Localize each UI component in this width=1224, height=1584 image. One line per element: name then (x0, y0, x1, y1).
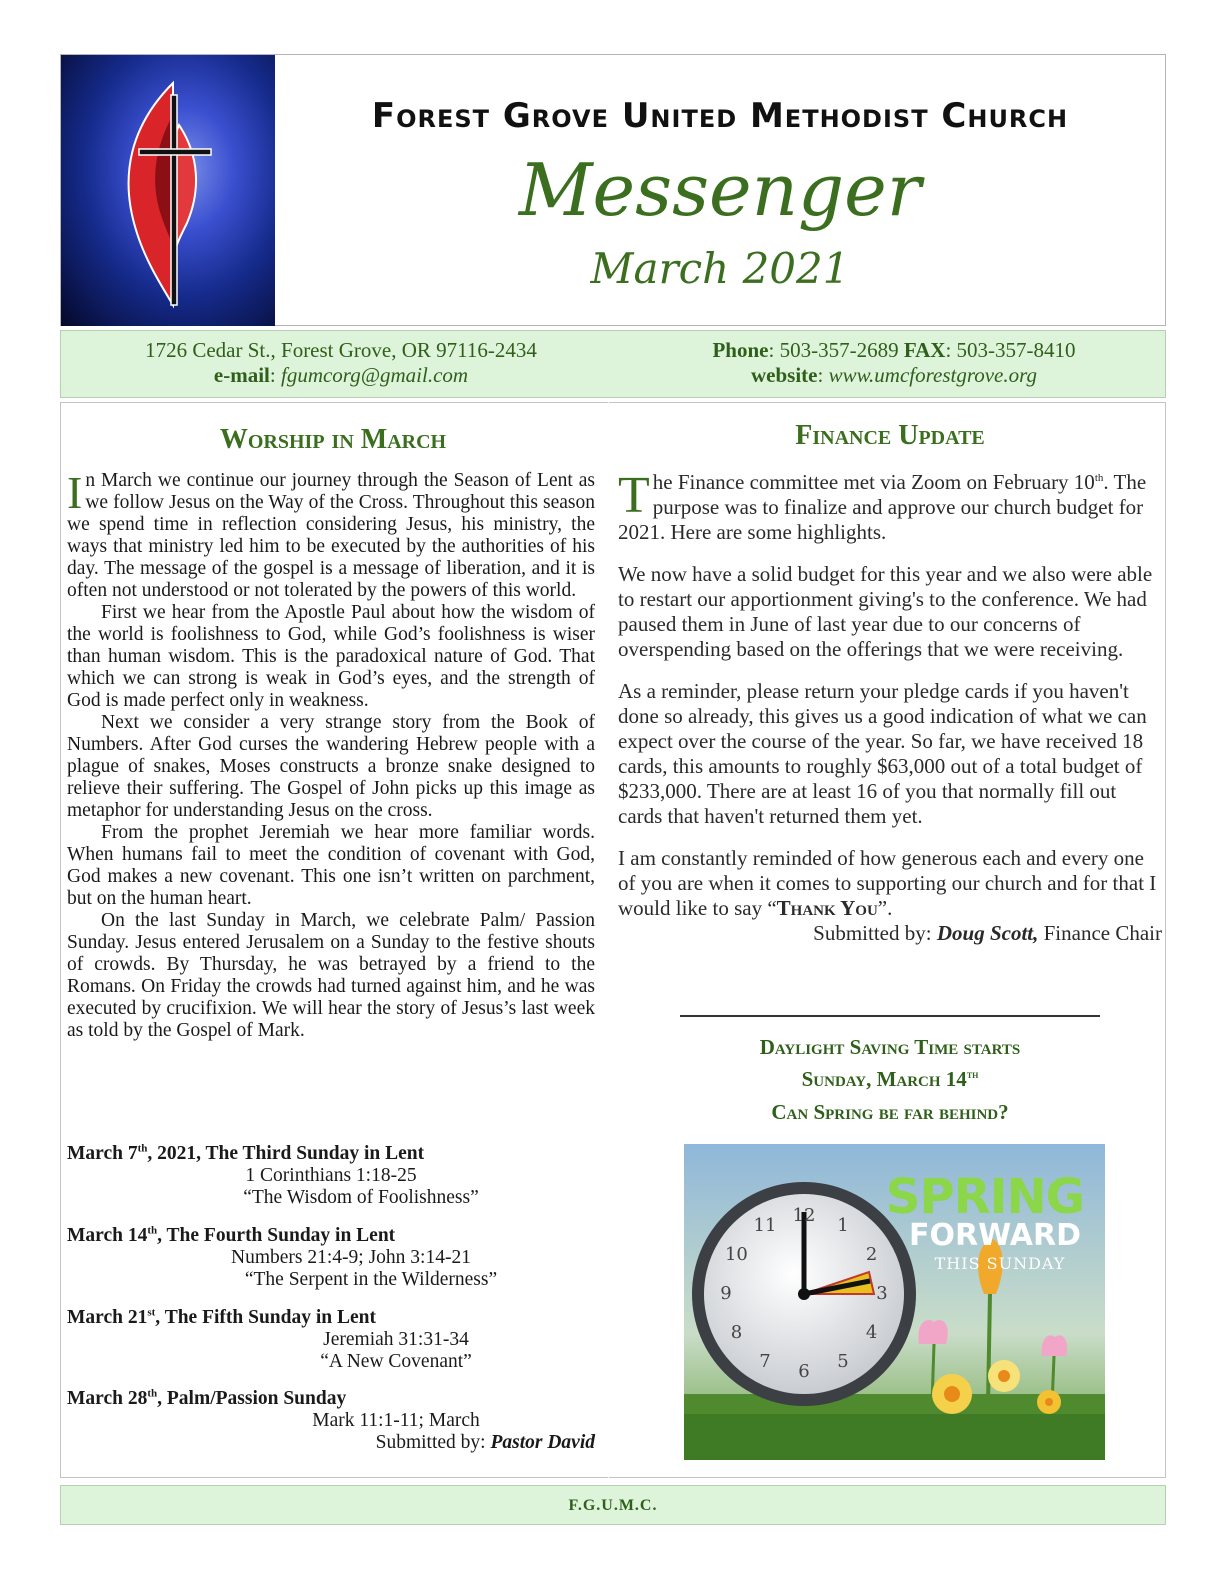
church-name: Forest Grove United Methodist Church (371, 96, 1069, 136)
this-sunday-text: THIS SUNDAY (934, 1254, 1066, 1273)
website-link[interactable]: www.umcforestgrove.org (828, 363, 1038, 387)
phone-number: 503-357-2689 (779, 338, 899, 362)
finance-submitted-role: Finance Chair (1043, 921, 1162, 945)
submitted-by: Pastor David (490, 1432, 595, 1453)
worship-paragraph-1: n March we continue our journey through the Season of Lent as we follow Jesus on the Way of the Cross. Throughout this season we spend time in reflection considering Jesus, his ministry, the ways that ministry led him to be executed by the authorities of his day. The message of the gospel is a message of liberation, and it is often not understood or not tolerated by the powers of this world. (67, 470, 595, 601)
forward-headline: FORWARD (908, 1218, 1082, 1253)
dst-line-2 (618, 1067, 1162, 1092)
service-sermon: “The Wisdom of Foolishness” (243, 1187, 479, 1208)
clock-number: 1 (837, 1215, 849, 1237)
dst-line-1: Daylight Saving Time starts (759, 1035, 1021, 1059)
service-title: , The Fourth Sunday in Lent (157, 1225, 396, 1246)
service-sermon: “A New Covenant” (320, 1351, 472, 1372)
worship-paragraph-2: First we hear from the Apostle Paul about how the wisdom of the world is foolishness to God, while God’s foolishness is wiser than human wisdom. This is the paradoxical nature of God. That which we can strong is weak in God’s eyes, and the strength of God is made perfect only in weakness. (67, 602, 595, 711)
spring-forward-image (684, 1144, 1105, 1460)
service-reading: Numbers 21:4-9; John 3:14-21 (231, 1247, 471, 1268)
service-reading: 1 Corinthians 1:18-25 (245, 1165, 417, 1186)
worship-paragraph-3: Next we consider a very strange story from the Book of Numbers. After God curses the wandering Hebrew people with a plague of snakes, Moses constructs a bronze snake designed to relieve their suffering. The Gospel of John picks up this image as metaphor for understanding Jesus on the cross. (67, 712, 595, 821)
fax-label: FAX (903, 338, 946, 362)
finance-article (618, 467, 1162, 946)
service-date-suffix: st (147, 1306, 156, 1319)
service-reading: Jeremiah 31:31-34 (323, 1329, 469, 1350)
phone-block: Phone: 503-357-2689 FAX: 503-357-8410 website: www.umcforestgrove.org (712, 338, 1076, 387)
finance-paragraph-3: As a reminder, please return your pledge cards if you haven't done so already, this gives us a good indication of what we can expect over the course of the year. So far, we have received 18 cards, this amounts to roughly $63,000 out of a total budget of $233,000. There are at least 16 of you that normally fill out cards that haven't returned them yet. (618, 679, 1147, 828)
worship-article (67, 467, 595, 1042)
finance-submitted-label: Submitted by: (813, 921, 932, 945)
worship-heading: Worship in March (219, 424, 447, 455)
clock-number: 3 (876, 1283, 888, 1304)
clock-number: 7 (759, 1350, 771, 1372)
worship-paragraph-5: On the last Sunday in March, we celebrate Palm/ Passion Sunday. Jesus entered Jerusalem on a Sunday to the festive shouts of crowds. By Thursday, he was betrayed by a friend to the Romans. On Friday the crowds had turned against him, and he was executed by crucifixion. We will hear the story of Jesus’s last week as told by the Gospel of Mark. (67, 910, 595, 1041)
service-item-3 (67, 1307, 595, 1373)
service-date: March 7 (67, 1143, 138, 1164)
website-label: website (750, 363, 818, 387)
worship-paragraph-4: From the prophet Jeremiah we hear more familiar words. When humans fail to meet the condition of covenant with God, God makes a new covenant. This one isn’t written on parchment, but on the human heart. (67, 822, 595, 909)
email-label: e-mail (213, 363, 270, 387)
finance-paragraph-1b: . The purpose was to finalize and approve our church budget for 2021. Here are some highlights. (618, 470, 1147, 544)
service-date: March 28 (67, 1388, 148, 1409)
service-date: March 14 (67, 1225, 148, 1246)
column-gap (608, 402, 609, 1478)
finance-dropcap: T (618, 467, 650, 524)
section-divider (680, 1015, 1100, 1017)
service-sermon: “The Serpent in the Wilderness” (244, 1269, 498, 1290)
finance-submitted-by: Doug Scott, (936, 921, 1039, 945)
contact-strip (60, 330, 1166, 398)
clock-number: 6 (798, 1361, 810, 1382)
email-link[interactable]: fgumcorg@gmail.com (280, 363, 469, 387)
spring-headline: SPRING (885, 1169, 1085, 1225)
service-title: , The Fifth Sunday in Lent (155, 1307, 377, 1328)
service-title: , 2021, The Third Sunday in Lent (147, 1143, 425, 1164)
clock-number: 4 (865, 1322, 878, 1343)
dst-line-3: Can Spring be far behind? (771, 1100, 1009, 1124)
footer: F.G.U.M.C. (60, 1485, 1166, 1525)
clock-number: 10 (724, 1244, 748, 1265)
finance-paragraph-4: I am constantly reminded of how generous each and every one of you are when it comes to supporting our church and for that I would like to say “ (618, 846, 1157, 920)
dst-date: Sunday, March 14 (801, 1067, 967, 1091)
clock-number: 5 (837, 1350, 849, 1372)
address-block: 1726 Cedar St., Forest Grove, OR 97116-2434 e-mail: fgumcorg@gmail.com (61, 338, 621, 388)
service-item-2 (67, 1225, 595, 1291)
fax-number: 503-357-8410 (956, 338, 1076, 362)
service-date-suffix: th (147, 1387, 158, 1400)
service-date-suffix: th (137, 1142, 148, 1155)
clock-number: 11 (753, 1215, 777, 1237)
submitted-label: Submitted by: (375, 1432, 486, 1453)
service-item-1 (67, 1143, 595, 1209)
service-title: , Palm/Passion Sunday (157, 1388, 347, 1409)
finance-paragraph-1a: he Finance committee met via Zoom on February 10 (652, 470, 1095, 494)
dst-date-suffix: th (966, 1069, 979, 1081)
service-reading: Mark 11:1-11; March (312, 1410, 480, 1431)
cross-and-flame-icon (61, 55, 275, 326)
service-date: March 21 (67, 1307, 148, 1328)
finance-paragraph-2: We now have a solid budget for this year and we also were able to restart our apportionment giving's to the conference. We had paused them in June of last year due to our concerns of overspending based on the offerings that we were receiving. (618, 562, 1153, 661)
phone-label: Phone (712, 338, 769, 362)
clock-number: 8 (730, 1322, 743, 1343)
clock-number: 9 (720, 1283, 732, 1304)
address: 1726 Cedar St., Forest Grove, OR 97116-2434 (145, 338, 537, 362)
finance-heading: Finance Update (795, 420, 985, 451)
closing-quote: ”. (877, 896, 893, 920)
service-item-4 (67, 1388, 595, 1454)
worship-dropcap: I (67, 467, 83, 518)
service-date-suffix: th (147, 1224, 158, 1237)
issue-date: March 2021 (590, 244, 850, 293)
finance-date-suffix: th (1094, 472, 1104, 484)
newsletter-title: Messenger (518, 148, 922, 232)
thank-you: Thank You (776, 896, 878, 920)
clock-number: 2 (865, 1244, 878, 1265)
clock-number: 12 (792, 1205, 816, 1226)
